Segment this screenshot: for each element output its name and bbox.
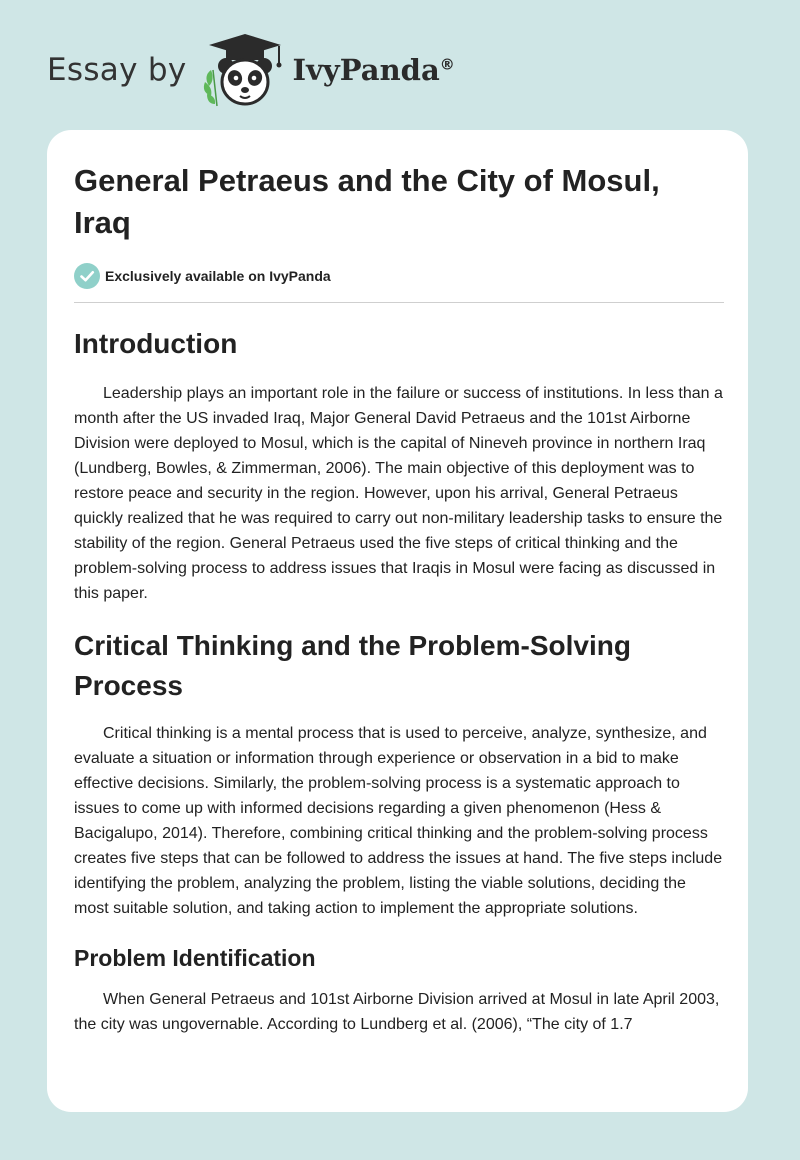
brand-name: IvyPanda® — [292, 53, 455, 87]
essay-card — [47, 130, 748, 1112]
section-heading-introduction: Introduction — [74, 328, 238, 359]
section-paragraph-problem-identification: When General Petraeus and 101st Airborne Division arrived at Mosul in late April 2003, the city was ungovernable. According to Lundberg et al. (2006), “The city of 1.7 — [74, 991, 720, 1033]
check-circle-icon — [74, 263, 100, 289]
title-divider — [74, 302, 724, 303]
panda-graduation-cap-icon — [199, 30, 291, 110]
section-heading-critical-thinking: Critical Thinking and the Problem-Solving Process — [74, 630, 631, 701]
page-title: General Petraeus and the City of Mosul, Iraq — [74, 163, 660, 240]
exclusive-badge — [74, 262, 724, 290]
section-paragraph-critical-thinking: Critical thinking is a mental process that is used to perceive, analyze, synthesize, and evaluate a situation or information through experience or observation in a bid to make effective decisions. Similarly, the problem-solving process is a systematic approach to issues to come up with informed decisions regarding a given phenomenon (Hess & Bacigalupo, 2014). Therefore, combining critical thinking and the problem-solving process creates five steps that can be followed to address the issues at hand. The five steps include identifying the problem, analyzing the problem, listing the viable solutions, deciding the most suitable solution, and taking action to implement the appropriate solutions. — [74, 725, 723, 917]
site-header — [47, 30, 455, 110]
exclusive-label: Exclusively available on IvyPanda — [105, 268, 331, 284]
section-heading-problem-identification: Problem Identification — [74, 945, 316, 971]
essay-content — [74, 160, 724, 1037]
ivypanda-logo-link[interactable] — [199, 30, 455, 110]
brand-prefix: Essay by — [47, 52, 187, 88]
section-paragraph-introduction: Leadership plays an important role in the failure or success of institutions. In less than a month after the US invaded Iraq, Major General David Petraeus and the 101st Airborne Division were deployed to Mosul, which is the capital of Nineveh province in northern Iraq (Lundberg, Bowles, & Zimmerman, 2006). The main objective of this deployment was to restore peace and security in the region. However, upon his arrival, General Petraeus quickly realized that he was required to carry out non-military leadership tasks to ensure the stability of the region. General Petraeus used the five steps of critical thinking and the problem-solving process to address issues that Iraqis in Mosul were facing as discussed in this paper. — [74, 385, 723, 602]
